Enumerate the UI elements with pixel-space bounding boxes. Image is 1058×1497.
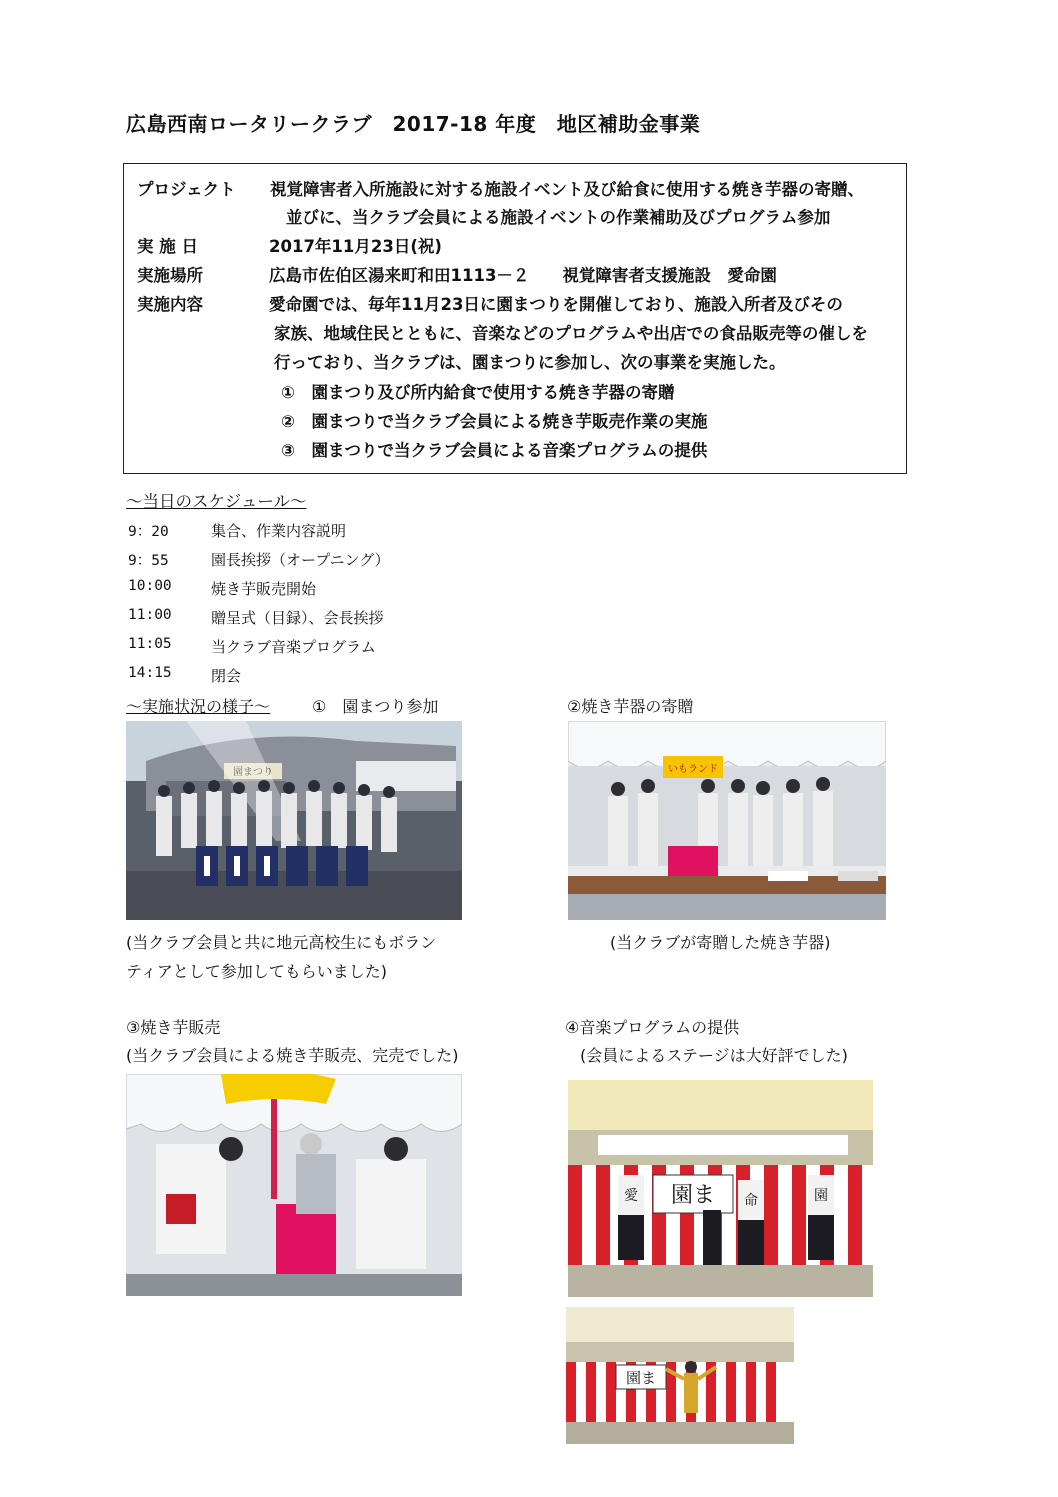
photo-4-caption: (会員によるステージは大好評でした) [580,1046,848,1065]
schedule-text: 園長挨拶（オープニング） [211,551,390,569]
date-label: 実 施 日 [137,237,198,256]
photo-2-caption: (当クラブが寄贈した焼き芋器) [610,933,831,952]
schedule-time: 14:15 [128,665,172,681]
content-item-2: ② 園まつりで当クラブ会員による焼き芋販売作業の実施 [281,412,708,431]
date-value: 2017年11月23日(祝) [269,237,442,256]
place-value: 広島市佐伯区湯来町和田1113－２ 視覚障害者支援施設 愛命園 [269,266,777,285]
photo-potato-cart-donation [568,721,886,920]
schedule-text: 集合、作業内容説明 [211,522,347,540]
content-label: 実施内容 [137,295,203,314]
photos-heading: ～実施状況の様子～ [126,697,271,716]
photo-potato-sales [126,1074,462,1296]
photo-group-volunteers [126,721,462,920]
photo-4-label: ④音楽プログラムの提供 [565,1018,740,1037]
content-item-3: ③ 園まつりで当クラブ会員による音楽プログラムの提供 [281,441,708,460]
photo-2-sign: いもランド [668,764,718,775]
content-line-2: 家族、地域住民とともに、音楽などのプログラムや出店での食品販売等の催しを [274,324,868,343]
content-line-3: 行っており、当クラブは、園まつりに参加し、次の事業を実施した。 [274,353,786,372]
schedule-heading: ～当日のスケジュール～ [126,492,307,511]
schedule-text: 焼き芋販売開始 [211,580,317,598]
photo-4-banner: 園ま [670,1183,716,1208]
project-line-2: 並びに、当クラブ会員による施設イベントの作業補助及びプログラム参加 [286,208,831,227]
photo-3-label: ③焼き芋販売 [126,1018,221,1037]
photo-solo-performer [566,1307,794,1444]
place-label: 実施場所 [137,266,203,285]
project-info-box [123,163,907,474]
photo-1-label: ① 園まつり参加 [312,697,439,716]
schedule-time: 9：20 [128,524,169,540]
content-line-1: 愛命園では、毎年11月23日に園まつりを開催しており、施設入所者及びその [269,295,843,314]
shirt-letter-1: 愛 [624,1188,638,1204]
schedule-time: 10:00 [128,578,172,594]
photo-1-sign: 園まつり [233,767,273,778]
schedule-time: 11:00 [128,607,172,623]
photo-1-caption-line-2: ティアとして参加してもらいました) [126,962,387,981]
photo-5-banner: 園ま [625,1369,657,1387]
schedule-time: 11:05 [128,636,172,652]
photo-3-caption: (当クラブ会員による焼き芋販売、完売でした) [126,1046,459,1065]
project-label: プロジェクト [137,180,236,199]
shirt-letter-3: 園 [814,1188,828,1204]
project-line-1: 視覚障害者入所施設に対する施設イベント及び給食に使用する焼き芋器の寄贈、 [270,180,864,199]
schedule-text: 閉会 [211,667,242,685]
page-title: 広島西南ロータリークラブ 2017-18 年度 地区補助金事業 [126,112,701,136]
photo-music-stage [568,1080,873,1297]
content-item-1: ① 園まつり及び所内給食で使用する焼き芋器の寄贈 [281,383,675,402]
schedule-text: 当クラブ音楽プログラム [211,638,376,656]
shirt-letter-2: 命 [744,1193,758,1209]
schedule-text: 贈呈式（目録）、会長挨拶 [211,609,384,627]
photo-2-label: ②焼き芋器の寄贈 [567,697,694,716]
schedule-time: 9：55 [128,553,169,569]
photo-1-caption-line-1: (当クラブ会員と共に地元高校生にもボラン [126,933,437,952]
